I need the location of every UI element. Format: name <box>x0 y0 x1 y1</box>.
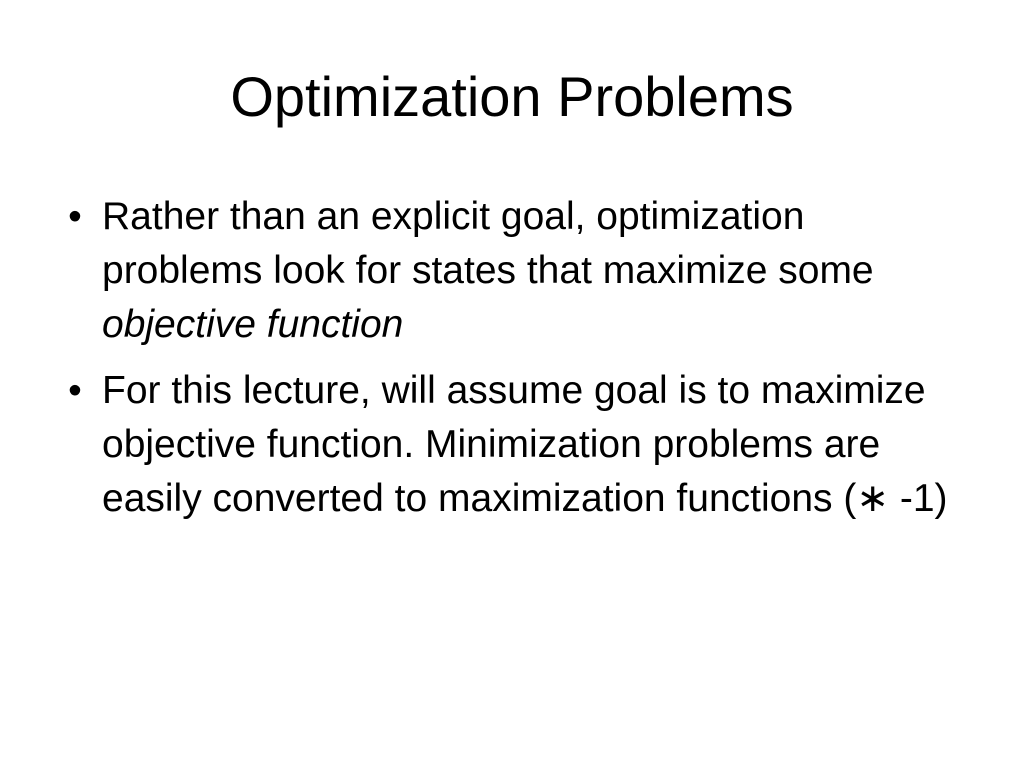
bullet-mark: • <box>68 369 82 412</box>
bullet-emphasis-text: objective function <box>102 303 404 346</box>
bullet-text-end: -1) <box>889 477 948 520</box>
bullet-list <box>60 190 960 538</box>
bullet-text: Rather than an explicit goal, optimization problems look for states that maximize some <box>102 195 874 292</box>
bullet-item <box>60 364 960 526</box>
bullet-mark: • <box>68 195 82 238</box>
slide-title: Optimization Problems <box>230 65 794 128</box>
bullet-item <box>60 190 960 352</box>
bullet-text: For this lecture, will assume goal is to maximize objective function. Minimization problems are easily converted to maximization functions ( <box>102 369 926 520</box>
multiply-symbol: ∗ <box>856 477 890 520</box>
